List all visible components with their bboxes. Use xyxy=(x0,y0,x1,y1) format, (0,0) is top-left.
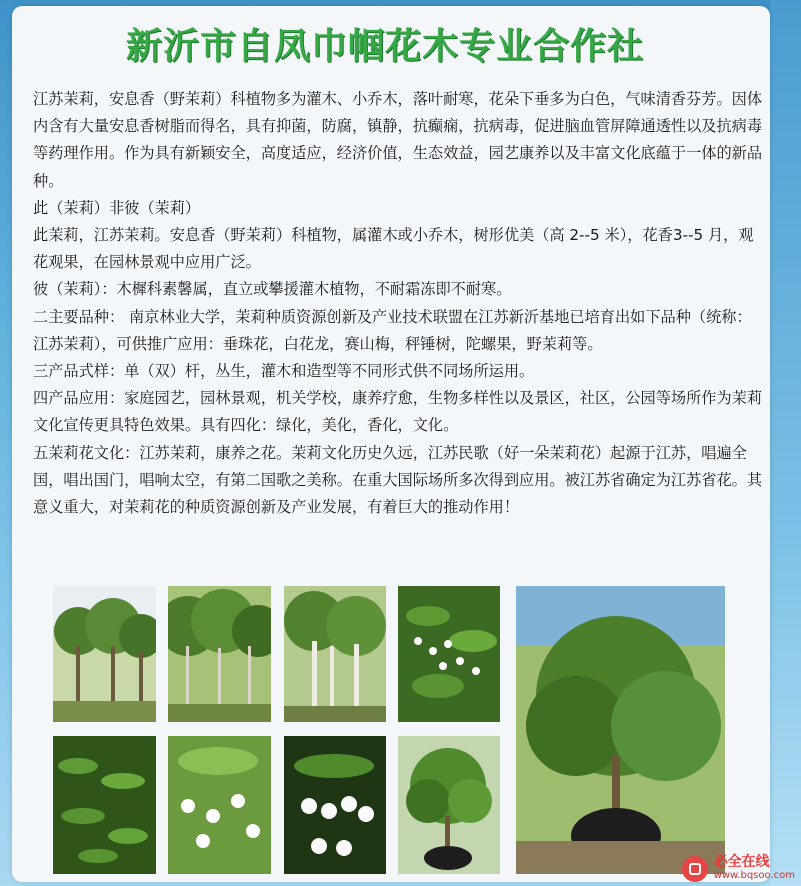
white-trunk-trees-photo xyxy=(284,586,386,722)
small-potted-tree-photo xyxy=(398,736,500,874)
site-url: www.bqsoo.com xyxy=(713,870,795,881)
applications-paragraph: 四产品应用：家庭园艺，园林景观，机关学校，康养疗愈，生物多样性以及景区，社区，公园等场所作为茉莉文化宣传更具特色效果。具有四化：绿化，美化，香化，文化。 xyxy=(33,389,762,435)
article-body xyxy=(33,86,763,521)
intro-paragraph: 江苏茉莉，安息香（野茉莉）科植物多为灌木、小乔木，落叶耐寒，花朵下垂多为白色，气味清香芬芳。因体内含有大量安息香树脂而得名，具有抑菌，防腐，镇静，抗癫痫，抗病毒，促进脑血管屏障通透性以及抗病毒等药理作用。作为具有新颖安全，高度适应，经济价值，生态效益，园艺康养以及丰富文化底蕴于一体的新品种。 xyxy=(33,90,762,190)
large-potted-tree-photo xyxy=(516,586,725,874)
site-watermark xyxy=(682,856,795,882)
tree-grove-photo xyxy=(168,586,271,722)
page-title: 新沂市自凤巾帼花木专业合作社 xyxy=(125,26,644,67)
this-jasmine-paragraph: 此茉莉，江苏茉莉。安息香（野茉莉）科植物，属灌木或小乔木，树形优美（高 2--5 米），花香3--5 月，观花观果，在园林景观中应用广泛。 xyxy=(33,226,754,272)
white-flower-cluster-photo xyxy=(284,736,386,874)
tree-row-photo xyxy=(53,586,156,722)
background-edge xyxy=(770,0,801,886)
site-name: 必全在线 xyxy=(713,854,770,870)
blossom-closeup-photo xyxy=(168,736,271,874)
site-logo-icon xyxy=(682,856,708,882)
comparison-heading: 此（茉莉）非彼（茉莉） xyxy=(33,198,201,217)
hanging-flowers-photo xyxy=(398,586,500,722)
culture-paragraph: 五茉莉花文化：江苏茉莉，康养之花。茉莉文化历史久远，江苏民歌（好一朵茉莉花）起源于江苏，唱遍全国，唱出国门，唱响太空，有第二国歌之美称。在重大国际场所多次得到应用。被江苏省确定为江苏省花。其意义重大，对茉莉花的种质资源创新及产业发展，有着巨大的推动作用！ xyxy=(33,443,762,517)
product-forms-paragraph: 三产品式样：单（双）杆，丛生，灌木和造型等不同形式供不同场所运用。 xyxy=(33,362,535,381)
that-jasmine-paragraph: 彼（茉莉）：木樨科素馨属，直立或攀援灌木植物，不耐霜冻即不耐寒。 xyxy=(33,280,512,299)
leafy-branch-photo xyxy=(53,736,156,874)
varieties-paragraph: 二主要品种： 南京林业大学，茉莉种质资源创新及产业技术联盟在江苏新沂基地已培育出如下品种（统称：江苏茉莉），可供推广应用：垂珠花，白花龙，赛山梅，秤锤树，陀螺果，野茉莉等。 xyxy=(33,307,752,353)
